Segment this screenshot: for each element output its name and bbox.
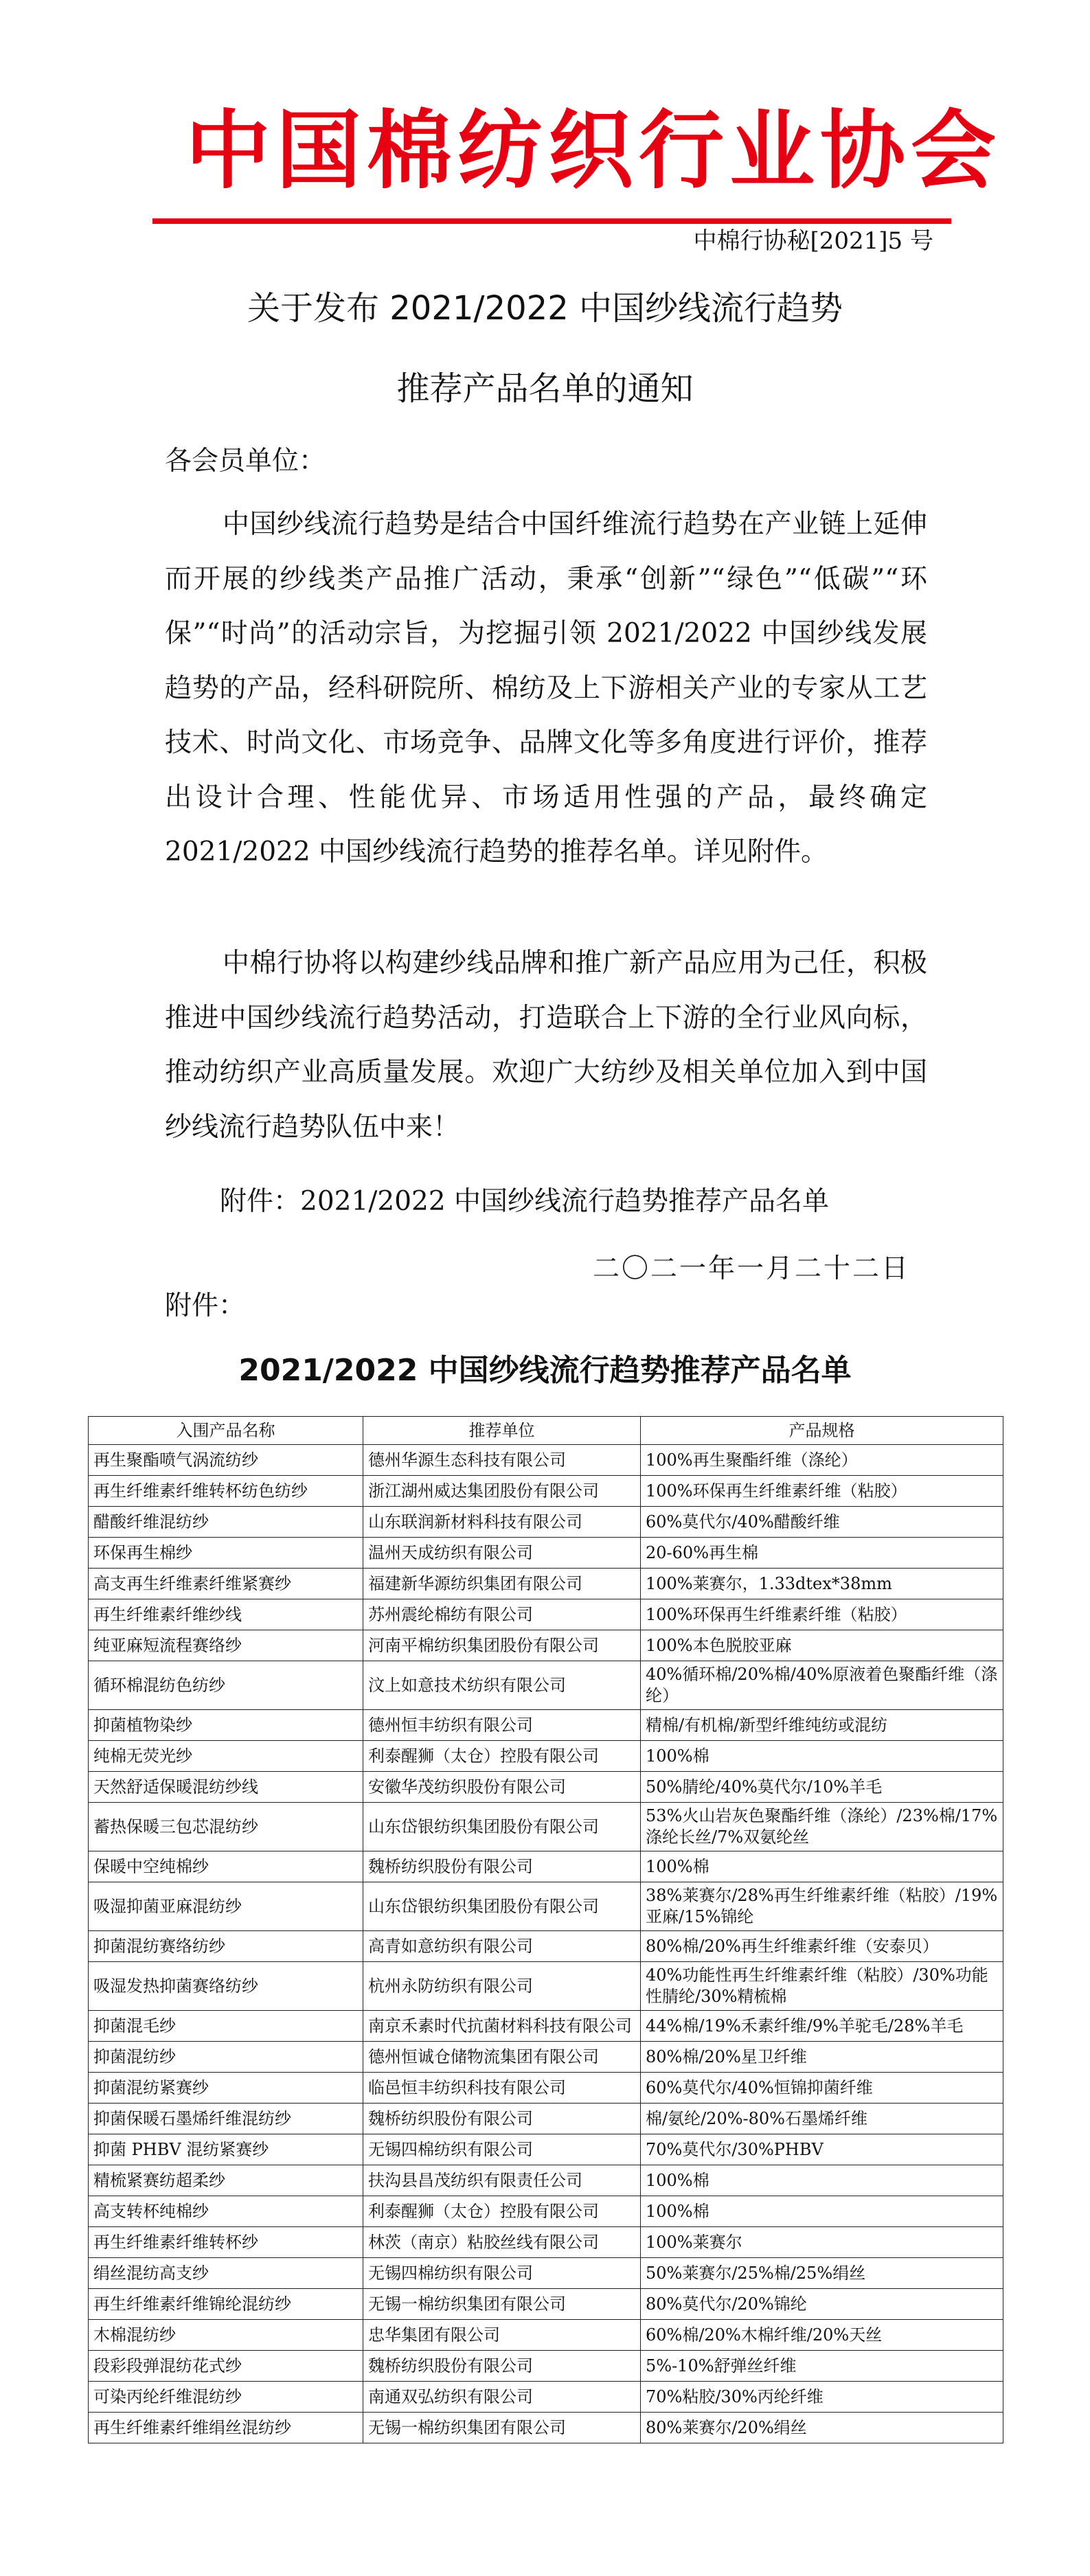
table-row: [89, 2011, 1003, 2042]
table-row: [89, 1803, 1003, 1851]
recommending-unit-cell: 南通双弘纺织有限公司: [363, 2382, 641, 2413]
table-row: [89, 2073, 1003, 2104]
table-header-row: [89, 1417, 1003, 1445]
attachment-reference: 附件：2021/2022 中国纱线流行趋势推荐产品名单: [220, 1186, 830, 1217]
product-name-cell: 吸湿发热抑菌赛络纺纱: [89, 1962, 363, 2011]
header-red-rule: [152, 218, 951, 224]
table-row: [89, 1569, 1003, 1599]
specification-cell: 100%棉: [641, 1741, 1003, 1772]
recommending-unit-cell: 温州天成纺织有限公司: [363, 1538, 641, 1569]
specification-cell: 50%莱赛尔/25%棉/25%绢丝: [641, 2258, 1003, 2289]
product-name-cell: 再生纤维素纤维转杯纺色纺纱: [89, 1476, 363, 1507]
product-name-cell: 抑菌植物染纱: [89, 1710, 363, 1741]
body-paragraph-1: 中国纱线流行趋势是结合中国纤维流行趋势在产业链上延伸而开展的纱线类产品推广活动，秉承“创新”“绿色”“低碳”“环保”“时尚”的活动宗旨，为挖掘引领 2021/2022 中国纱线发展趋势的产品，经科研院所、棉纺及上下游相关产业的专家从工艺技术、时尚文化、市场竞争、品牌文化等多角度进行评价，推荐出设计合理、性能优异、市场适用性强的产品，最终确定 2021/2022 中国纱线流行趋势的推荐名单。详见附件。: [165, 509, 927, 867]
product-name-cell: 抑菌混纺赛络纺纱: [89, 1931, 363, 1962]
specification-cell: 40%功能性再生纤维素纤维（粘胶）/30%功能性腈纶/30%精梳棉: [641, 1962, 1003, 2011]
product-name-cell: 段彩段弹混纺花式纱: [89, 2351, 363, 2382]
product-name-cell: 纯亚麻短流程赛络纱: [89, 1630, 363, 1661]
product-name-cell: 环保再生棉纱: [89, 1538, 363, 1569]
recommending-unit-cell: 杭州永防纺织有限公司: [363, 1962, 641, 2011]
table-row: [89, 1772, 1003, 1803]
recommending-unit-cell: 河南平棉纺织集团股份有限公司: [363, 1630, 641, 1661]
product-name-cell: 抑菌保暖石墨烯纤维混纺纱: [89, 2104, 363, 2134]
product-name-cell: 纯棉无荧光纱: [89, 1741, 363, 1772]
table-row: [89, 2196, 1003, 2227]
salutation: 各会员单位：: [165, 446, 326, 477]
recommending-unit-cell: 德州恒诚仓储物流集团有限公司: [363, 2042, 641, 2073]
recommending-unit-cell: 浙江湖州威达集团股份有限公司: [363, 1476, 641, 1507]
table-body: [89, 1445, 1003, 2443]
product-name-cell: 再生纤维素纤维转杯纱: [89, 2227, 363, 2258]
specification-cell: 100%再生聚酯纤维（涤纶）: [641, 1445, 1003, 1476]
recommending-unit-cell: 林茨（南京）粘胶丝线有限公司: [363, 2227, 641, 2258]
notice-title-line-2: 推荐产品名单的通知: [396, 369, 694, 408]
recommending-unit-cell: 无锡一棉纺织集团有限公司: [363, 2413, 641, 2443]
product-name-cell: 高支转杯纯棉纱: [89, 2196, 363, 2227]
specification-cell: 60%莫代尔/40%恒锦抑菌纤维: [641, 2073, 1003, 2104]
table-row: [89, 2351, 1003, 2382]
column-header-specification: 产品规格: [641, 1417, 1003, 1445]
product-name-cell: 再生聚酯喷气涡流纺纱: [89, 1445, 363, 1476]
specification-cell: 20-60%再生棉: [641, 1538, 1003, 1569]
recommending-unit-cell: 临邑恒丰纺织科技有限公司: [363, 2073, 641, 2104]
recommending-unit-cell: 山东岱银纺织集团股份有限公司: [363, 1803, 641, 1851]
table-row: [89, 1507, 1003, 1538]
table-row: [89, 1882, 1003, 1931]
recommending-unit-cell: 魏桥纺织股份有限公司: [363, 2104, 641, 2134]
table-row: [89, 2165, 1003, 2196]
recommending-unit-cell: 高青如意纺织有限公司: [363, 1931, 641, 1962]
body-paragraph-2: 中棉行协将以构建纱线品牌和推广新产品应用为己任，积极推进中国纱线流行趋势活动，打造联合上下游的全行业风向标，推动纺织产业高质量发展。欢迎广大纺纱及相关单位加入到中国纱线流行趋势队伍中来！: [165, 948, 927, 1143]
table-row: [89, 1931, 1003, 1962]
specification-cell: 100%莱赛尔: [641, 2227, 1003, 2258]
table-row: [89, 1962, 1003, 2011]
product-name-cell: 循环棉混纺色纺纱: [89, 1661, 363, 1710]
table-row: [89, 1710, 1003, 1741]
appendix-list-title: 2021/2022 中国纱线流行趋势推荐产品名单: [238, 1353, 852, 1388]
product-name-cell: 蓄热保暖三包芯混纺纱: [89, 1803, 363, 1851]
table-row: [89, 1741, 1003, 1772]
recommending-unit-cell: 利泰醒狮（太仓）控股有限公司: [363, 1741, 641, 1772]
recommending-unit-cell: 苏州震纶棉纺有限公司: [363, 1599, 641, 1630]
table-row: [89, 2227, 1003, 2258]
specification-cell: 100%环保再生纤维素纤维（粘胶）: [641, 1599, 1003, 1630]
table-row: [89, 2289, 1003, 2320]
recommending-unit-cell: 无锡四棉纺织有限公司: [363, 2134, 641, 2165]
specification-cell: 80%莱赛尔/20%绢丝: [641, 2413, 1003, 2443]
recommending-unit-cell: 魏桥纺织股份有限公司: [363, 2351, 641, 2382]
issue-date: 二〇二一年一月二十二日: [592, 1253, 910, 1284]
column-header-recommending-unit: 推荐单位: [363, 1417, 641, 1445]
specification-cell: 70%粘胶/30%丙纶纤维: [641, 2382, 1003, 2413]
product-name-cell: 抑菌混纺纱: [89, 2042, 363, 2073]
specification-cell: 60%莫代尔/40%醋酸纤维: [641, 1507, 1003, 1538]
recommending-unit-cell: 无锡一棉纺织集团有限公司: [363, 2289, 641, 2320]
table-row: [89, 2042, 1003, 2073]
table-row: [89, 2134, 1003, 2165]
column-header-product-name: 入围产品名称: [89, 1417, 363, 1445]
recommending-unit-cell: 山东联润新材料科技有限公司: [363, 1507, 641, 1538]
product-name-cell: 再生纤维素纤维锦纶混纺纱: [89, 2289, 363, 2320]
specification-cell: 80%棉/20%再生纤维素纤维（安泰贝）: [641, 1931, 1003, 1962]
table-row: [89, 1630, 1003, 1661]
table-row: [89, 2320, 1003, 2351]
specification-cell: 100%本色脱胶亚麻: [641, 1630, 1003, 1661]
appendix-label: 附件：: [165, 1290, 246, 1321]
table-row: [89, 1445, 1003, 1476]
specification-cell: 100%棉: [641, 2196, 1003, 2227]
specification-cell: 100%环保再生纤维素纤维（粘胶）: [641, 1476, 1003, 1507]
specification-cell: 44%棉/19%禾素纤维/9%羊驼毛/28%羊毛: [641, 2011, 1003, 2042]
specification-cell: 棉/氨纶/20%-80%石墨烯纤维: [641, 2104, 1003, 2134]
recommending-unit-cell: 魏桥纺织股份有限公司: [363, 1851, 641, 1882]
specification-cell: 80%棉/20%星卫纤维: [641, 2042, 1003, 2073]
recommended-products-table: [88, 1416, 1003, 2443]
notice-title-line-1: 关于发布 2021/2022 中国纱线流行趋势: [247, 289, 843, 328]
recommending-unit-cell: 山东岱银纺织集团股份有限公司: [363, 1882, 641, 1931]
recommending-unit-cell: 南京禾素时代抗菌材料科技有限公司: [363, 2011, 641, 2042]
product-name-cell: 再生纤维素纤维绢丝混纺纱: [89, 2413, 363, 2443]
recommending-unit-cell: 扶沟县昌茂纺织有限责任公司: [363, 2165, 641, 2196]
table-row: [89, 1661, 1003, 1710]
specification-cell: 100%棉: [641, 1851, 1003, 1882]
specification-cell: 50%腈纶/40%莫代尔/10%羊毛: [641, 1772, 1003, 1803]
recommending-unit-cell: 汶上如意技术纺织有限公司: [363, 1661, 641, 1710]
table-row: [89, 2413, 1003, 2443]
table-row: [89, 2382, 1003, 2413]
product-name-cell: 精梳紧赛纺超柔纱: [89, 2165, 363, 2196]
product-name-cell: 高支再生纤维素纤维紧赛纱: [89, 1569, 363, 1599]
product-name-cell: 吸湿抑菌亚麻混纺纱: [89, 1882, 363, 1931]
product-name-cell: 天然舒适保暖混纺纱线: [89, 1772, 363, 1803]
product-name-cell: 醋酸纤维混纺纱: [89, 1507, 363, 1538]
product-name-cell: 抑菌混纺紧赛纱: [89, 2073, 363, 2104]
document-number: 中棉行协秘[2021]5 号: [693, 227, 933, 255]
product-name-cell: 抑菌 PHBV 混纺紧赛纱: [89, 2134, 363, 2165]
specification-cell: 5%-10%舒弹丝纤维: [641, 2351, 1003, 2382]
org-title: 中国棉纺织行业协会: [185, 101, 1002, 201]
table-row: [89, 1599, 1003, 1630]
specification-cell: 80%莫代尔/20%锦纶: [641, 2289, 1003, 2320]
specification-cell: 60%棉/20%木棉纤维/20%天丝: [641, 2320, 1003, 2351]
recommending-unit-cell: 德州华源生态科技有限公司: [363, 1445, 641, 1476]
product-name-cell: 保暖中空纯棉纱: [89, 1851, 363, 1882]
recommending-unit-cell: 忠华集团有限公司: [363, 2320, 641, 2351]
specification-cell: 38%莱赛尔/28%再生纤维素纤维（粘胶）/19%亚麻/15%锦纶: [641, 1882, 1003, 1931]
recommending-unit-cell: 利泰醒狮（太仓）控股有限公司: [363, 2196, 641, 2227]
product-name-cell: 木棉混纺纱: [89, 2320, 363, 2351]
specification-cell: 53%火山岩灰色聚酯纤维（涤纶）/23%棉/17%涤纶长丝/7%双氨纶丝: [641, 1803, 1003, 1851]
specification-cell: 精棉/有机棉/新型纤维纯纺或混纺: [641, 1710, 1003, 1741]
table-row: [89, 2104, 1003, 2134]
product-name-cell: 再生纤维素纤维纱线: [89, 1599, 363, 1630]
table-row: [89, 1538, 1003, 1569]
specification-cell: 100%棉: [641, 2165, 1003, 2196]
table-row: [89, 1476, 1003, 1507]
product-name-cell: 抑菌混毛纱: [89, 2011, 363, 2042]
specification-cell: 100%莱赛尔，1.33dtex*38mm: [641, 1569, 1003, 1599]
table-row: [89, 1851, 1003, 1882]
product-name-cell: 绢丝混纺高支纱: [89, 2258, 363, 2289]
table-row: [89, 2258, 1003, 2289]
recommending-unit-cell: 德州恒丰纺织有限公司: [363, 1710, 641, 1741]
recommending-unit-cell: 安徽华茂纺织股份有限公司: [363, 1772, 641, 1803]
recommending-unit-cell: 无锡四棉纺织有限公司: [363, 2258, 641, 2289]
recommended-products-table-wrap: [88, 1416, 1003, 2443]
specification-cell: 40%循环棉/20%棉/40%原液着色聚酯纤维（涤纶）: [641, 1661, 1003, 1710]
specification-cell: 70%莫代尔/30%PHBV: [641, 2134, 1003, 2165]
product-name-cell: 可染丙纶纤维混纺纱: [89, 2382, 363, 2413]
recommending-unit-cell: 福建新华源纺织集团有限公司: [363, 1569, 641, 1599]
